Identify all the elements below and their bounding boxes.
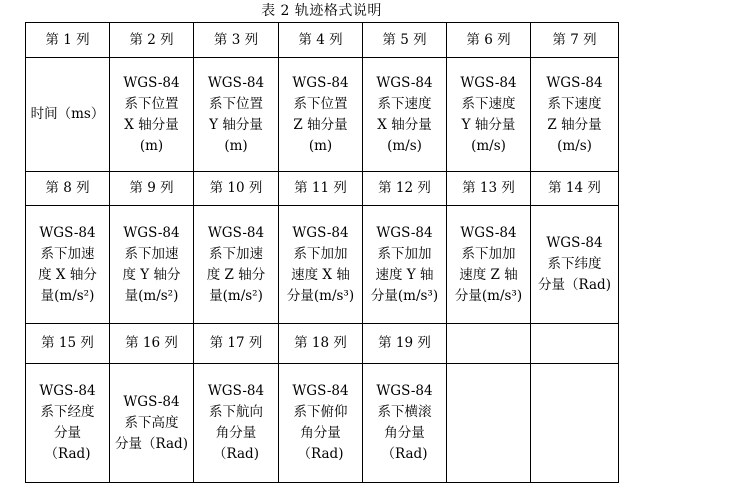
column-header-6: 第 6 列 [447, 23, 531, 58]
column-header-4: 第 4 列 [279, 23, 363, 58]
table-cell: WGS-84 系下横滚 角分量 （Rad) [363, 364, 447, 483]
column-header-14: 第 14 列 [531, 172, 619, 206]
table-cell: WGS-84 系下航向 角分量 （Rad) [194, 364, 279, 483]
table-row [26, 324, 619, 364]
table-cell: WGS-84 系下俯仰 角分量 （Rad) [279, 364, 363, 483]
table-cell: 时间（ms） [26, 58, 110, 172]
column-header-9: 第 9 列 [110, 172, 194, 206]
trajectory-format-table [25, 22, 619, 483]
table-cell: WGS-84 系下经度 分量 （Rad) [26, 364, 110, 483]
column-header-10: 第 10 列 [194, 172, 279, 206]
column-header-19: 第 19 列 [363, 324, 447, 364]
table-caption: 表 2 轨迹格式说明 [261, 3, 382, 19]
column-header-16: 第 16 列 [110, 324, 194, 364]
column-header-7: 第 7 列 [531, 23, 619, 58]
column-header-13: 第 13 列 [447, 172, 531, 206]
table-cell: WGS-84 系下纬度 分量（Rad) [531, 206, 619, 324]
table-cell: WGS-84 系下加速 度 X 轴分 量(m/s²) [26, 206, 110, 324]
empty-cell [531, 364, 619, 483]
table-row [26, 364, 619, 483]
column-header-8: 第 8 列 [26, 172, 110, 206]
column-header-5: 第 5 列 [363, 23, 447, 58]
table-cell: WGS-84 系下加加 速度 Z 轴 分量(m/s³) [447, 206, 531, 324]
table-cell: WGS-84 系下高度 分量（Rad) [110, 364, 194, 483]
column-header-12: 第 12 列 [363, 172, 447, 206]
table-cell: WGS-84 系下加加 速度 Y 轴 分量(m/s³) [363, 206, 447, 324]
column-header-2: 第 2 列 [110, 23, 194, 58]
table-cell: WGS-84 系下位置 X 轴分量 (m) [110, 58, 194, 172]
table-row [26, 23, 619, 58]
empty-cell [531, 324, 619, 364]
column-header-11: 第 11 列 [279, 172, 363, 206]
column-header-1: 第 1 列 [26, 23, 110, 58]
table-cell: WGS-84 系下速度 Z 轴分量 (m/s) [531, 58, 619, 172]
table-cell: WGS-84 系下位置 Z 轴分量 (m) [279, 58, 363, 172]
table-row [26, 206, 619, 324]
column-header-3: 第 3 列 [194, 23, 279, 58]
empty-cell [447, 364, 531, 483]
column-header-15: 第 15 列 [26, 324, 110, 364]
column-header-17: 第 17 列 [194, 324, 279, 364]
column-header-18: 第 18 列 [279, 324, 363, 364]
table-cell: WGS-84 系下速度 Y 轴分量 (m/s) [447, 58, 531, 172]
empty-cell [447, 324, 531, 364]
table-cell: WGS-84 系下加加 速度 X 轴 分量(m/s³) [279, 206, 363, 324]
table-row [26, 58, 619, 172]
table-row [26, 172, 619, 206]
table-cell: WGS-84 系下位置 Y 轴分量 (m) [194, 58, 279, 172]
table-cell: WGS-84 系下加速 度 Y 轴分 量(m/s²) [110, 206, 194, 324]
table-cell: WGS-84 系下速度 X 轴分量 (m/s) [363, 58, 447, 172]
table-cell: WGS-84 系下加速 度 Z 轴分 量(m/s²) [194, 206, 279, 324]
